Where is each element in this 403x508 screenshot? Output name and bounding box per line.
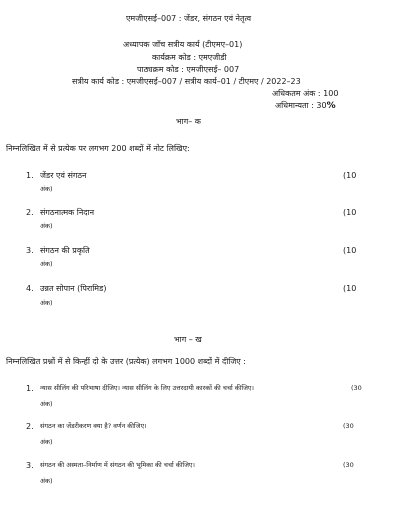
question-a-1-number: 1. (26, 171, 34, 180)
weightage (275, 102, 336, 111)
question-a-2-marks-close: अंक) (40, 222, 53, 230)
question-a-3-marks-close: अंक) (40, 260, 53, 268)
question-b-1-marks: (30 (351, 384, 362, 392)
course-code: पाठ्यक्रम कोड : एमजीएसई– 007 (137, 65, 240, 74)
question-a-4-marks: (10 (343, 284, 357, 293)
question-b-1-marks-close: अंक) (40, 400, 53, 408)
question-b-2-number: 2. (26, 422, 34, 431)
question-a-4-text: उन्नत सोपान (पिरामिड) (40, 284, 107, 293)
section-a-title: भाग– क (176, 117, 201, 126)
question-a-2-number: 2. (26, 208, 34, 217)
percent-sign: % (326, 101, 336, 111)
question-b-3-text: संगठन की अस्मता–निर्माण में संगठन की भूमिका की चर्चा कीजिए। (40, 461, 195, 469)
question-b-2-marks: (30 (343, 422, 354, 430)
max-marks: अधिकतम अंक : 100 (272, 89, 339, 98)
programme-code: कार्यक्रम कोड : एमएजीडी (152, 53, 227, 62)
question-b-3-number: 3. (26, 461, 34, 470)
question-a-3-number: 3. (26, 246, 34, 255)
section-a-instruction: निम्नलिखित में से प्रत्येक पर लगभग 200 शब्दों में नोट लिखिए: (6, 144, 190, 153)
question-b-1-text: न्यास सीलिंग की परिभाषा दीजिए। न्यास सीलिंग के लिए उत्तरदायी कारकों की चर्चा कीजिए। (40, 384, 254, 392)
section-b-instruction: निम्नलिखित प्रश्नों में से किन्हीं दो के उत्तर (प्रत्येक) लगभग 1000 शब्दों में दीजिए : (6, 357, 246, 366)
question-a-3-text: संगठन की प्रकृति (40, 246, 90, 255)
question-a-1-text: जेंडर एवं संगठन (40, 171, 87, 180)
weightage-label: अधिमान्यता : 30 (275, 101, 327, 110)
question-a-2-text: संगठनात्मक निदान (40, 208, 95, 217)
question-b-1-number: 1. (26, 384, 34, 393)
question-b-2-text: संगठन का जेंडरीकरण क्या है? वर्णन कीजिए। (40, 422, 147, 430)
question-a-4-marks-close: अंक) (40, 299, 53, 307)
question-b-3-marks: (30 (343, 461, 354, 469)
question-b-3-marks-close: अंक) (40, 477, 53, 485)
section-b-title: भाग – ख (174, 335, 202, 344)
assignment-title: अध्यापक जाँच सत्रीय कार्य (टीएमए–01) (123, 40, 243, 49)
question-a-3-marks: (10 (343, 246, 357, 255)
question-b-2-marks-close: अंक) (40, 438, 53, 446)
question-a-2-marks: (10 (343, 208, 357, 217)
course-title: एमजीएसई–007 : जेंडर, संगठन एवं नेतृत्व (126, 14, 252, 23)
question-a-1-marks-close: अंक) (40, 185, 53, 193)
question-a-4-number: 4. (26, 284, 34, 293)
question-a-1-marks: (10 (343, 171, 357, 180)
assignment-code: सत्रीय कार्य कोड : एमजीएसई–007 / सत्रीय कार्य–01 / टीएमए / 2022–23 (72, 77, 301, 86)
